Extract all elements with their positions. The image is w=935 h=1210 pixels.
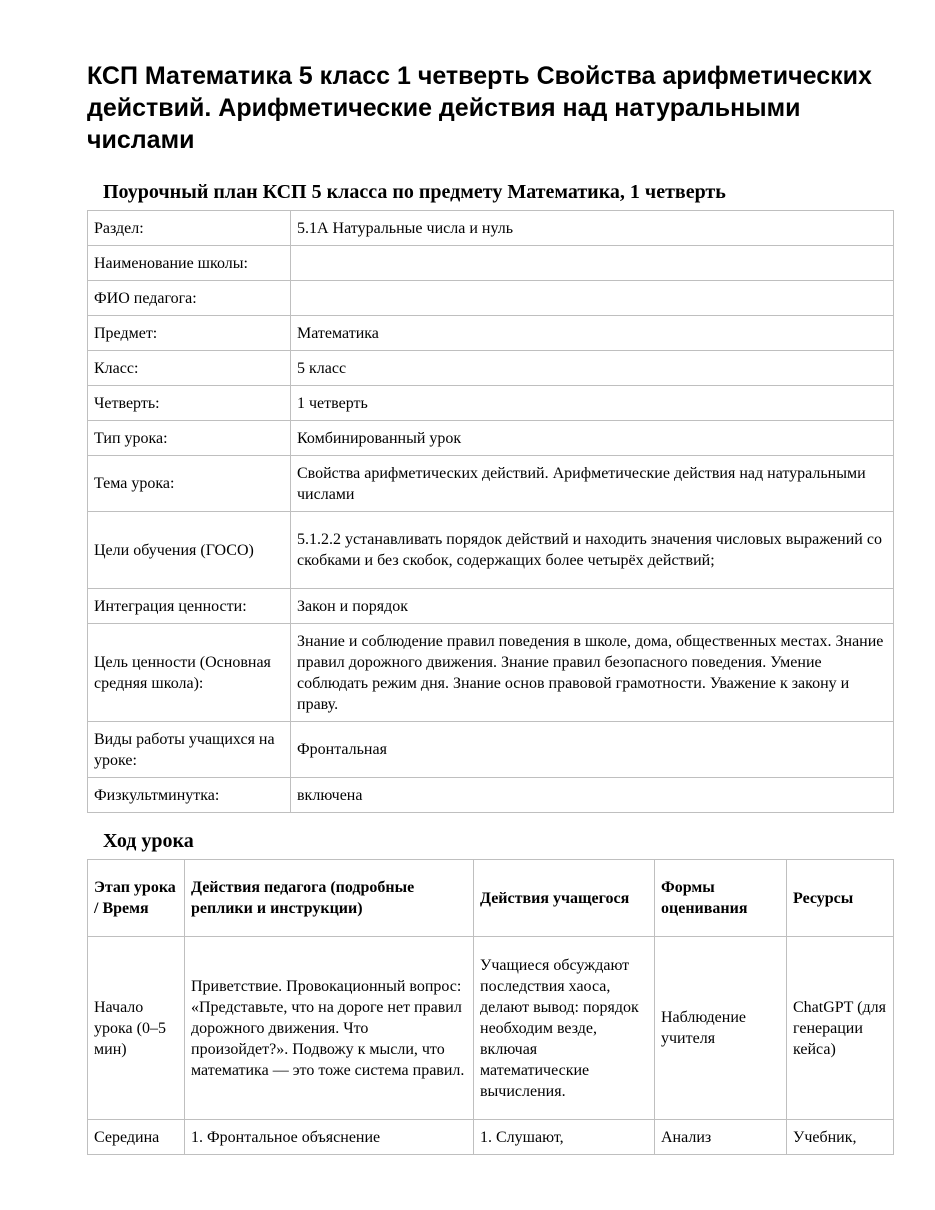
lesson-row: [88, 937, 894, 1120]
info-label: Четверть:: [88, 386, 291, 421]
info-label: Цель ценности (Основная средняя школа):: [88, 624, 291, 722]
info-value: Математика: [291, 316, 894, 351]
teacher-actions-cell: Приветствие. Провокационный вопрос: «Представьте, что на дороге нет правил дорожного движения. Что произойдет?». Подвожу к мысли, что математика — это тоже система правил.: [185, 937, 474, 1120]
teacher-actions-cell: 1. Фронтальное объяснение: [185, 1120, 474, 1155]
info-value: Комбинированный урок: [291, 421, 894, 456]
info-label: Тип урока:: [88, 421, 291, 456]
info-value: Знание и соблюдение правил поведения в школе, дома, общественных местах. Знание правил дорожного движения. Знание правил безопасного поведения. Умение соблюдать режим дня. Знание основ правовой грамотности. Уважение к закону и праву.: [291, 624, 894, 722]
info-label: Физкультминутка:: [88, 778, 291, 813]
info-label: ФИО педагога:: [88, 281, 291, 316]
info-label: Наименование школы:: [88, 246, 291, 281]
info-value: 5.1А Натуральные числа и нуль: [291, 211, 894, 246]
info-row: [88, 456, 894, 512]
lesson-flow-table: [87, 859, 894, 1155]
lesson-info-table: [87, 210, 894, 813]
lesson-header-row: [88, 860, 894, 937]
info-value: Фронтальная: [291, 722, 894, 778]
info-row: [88, 211, 894, 246]
info-label: Предмет:: [88, 316, 291, 351]
info-row: [88, 722, 894, 778]
student-actions-cell: Учащиеся обсуждают последствия хаоса, делают вывод: порядок необходим везде, включая математические вычисления.: [474, 937, 655, 1120]
lesson-flow-heading: Ход урока: [103, 830, 194, 852]
info-value: 5.1.2.2 устанавливать порядок действий и находить значения числовых выражений со скобками и без скобок, содержащих более четырёх действий;: [291, 512, 894, 589]
info-row: [88, 778, 894, 813]
info-value: Свойства арифметических действий. Арифметические действия над натуральными числами: [291, 456, 894, 512]
resources-cell: Учебник,: [787, 1120, 894, 1155]
col-header-resources: Ресурсы: [787, 860, 894, 937]
info-row: [88, 512, 894, 589]
info-row: [88, 624, 894, 722]
assessment-cell: Наблюдение учителя: [655, 937, 787, 1120]
plan-heading: Поурочный план КСП 5 класса по предмету Математика, 1 четверть: [103, 181, 726, 203]
info-value: Закон и порядок: [291, 589, 894, 624]
info-row: [88, 386, 894, 421]
stage-cell: Середина: [88, 1120, 185, 1155]
col-header-stage: Этап урока / Время: [88, 860, 185, 937]
assessment-cell: Анализ: [655, 1120, 787, 1155]
info-value: [291, 246, 894, 281]
info-value: включена: [291, 778, 894, 813]
resources-cell: ChatGPT (для генерации кейса): [787, 937, 894, 1120]
info-value: [291, 281, 894, 316]
info-value: 1 четверть: [291, 386, 894, 421]
student-actions-cell: 1. Слушают,: [474, 1120, 655, 1155]
lesson-row: [88, 1120, 894, 1155]
info-row: [88, 316, 894, 351]
info-label: Класс:: [88, 351, 291, 386]
info-label: Цели обучения (ГОСО): [88, 512, 291, 589]
col-header-student-actions: Действия учащегося: [474, 860, 655, 937]
info-value: 5 класс: [291, 351, 894, 386]
info-label: Раздел:: [88, 211, 291, 246]
info-label: Тема урока:: [88, 456, 291, 512]
document-title: КСП Математика 5 класс 1 четверть Свойства арифметических действий. Арифметические действия над натуральными числами: [87, 62, 872, 154]
info-label: Интеграция ценности:: [88, 589, 291, 624]
info-row: [88, 246, 894, 281]
stage-cell: Начало урока (0–5 мин): [88, 937, 185, 1120]
info-label: Виды работы учащихся на уроке:: [88, 722, 291, 778]
info-row: [88, 351, 894, 386]
info-row: [88, 281, 894, 316]
col-header-assessment: Формы оценивания: [655, 860, 787, 937]
info-row: [88, 589, 894, 624]
col-header-teacher-actions: Действия педагога (подробные реплики и инструкции): [185, 860, 474, 937]
info-row: [88, 421, 894, 456]
